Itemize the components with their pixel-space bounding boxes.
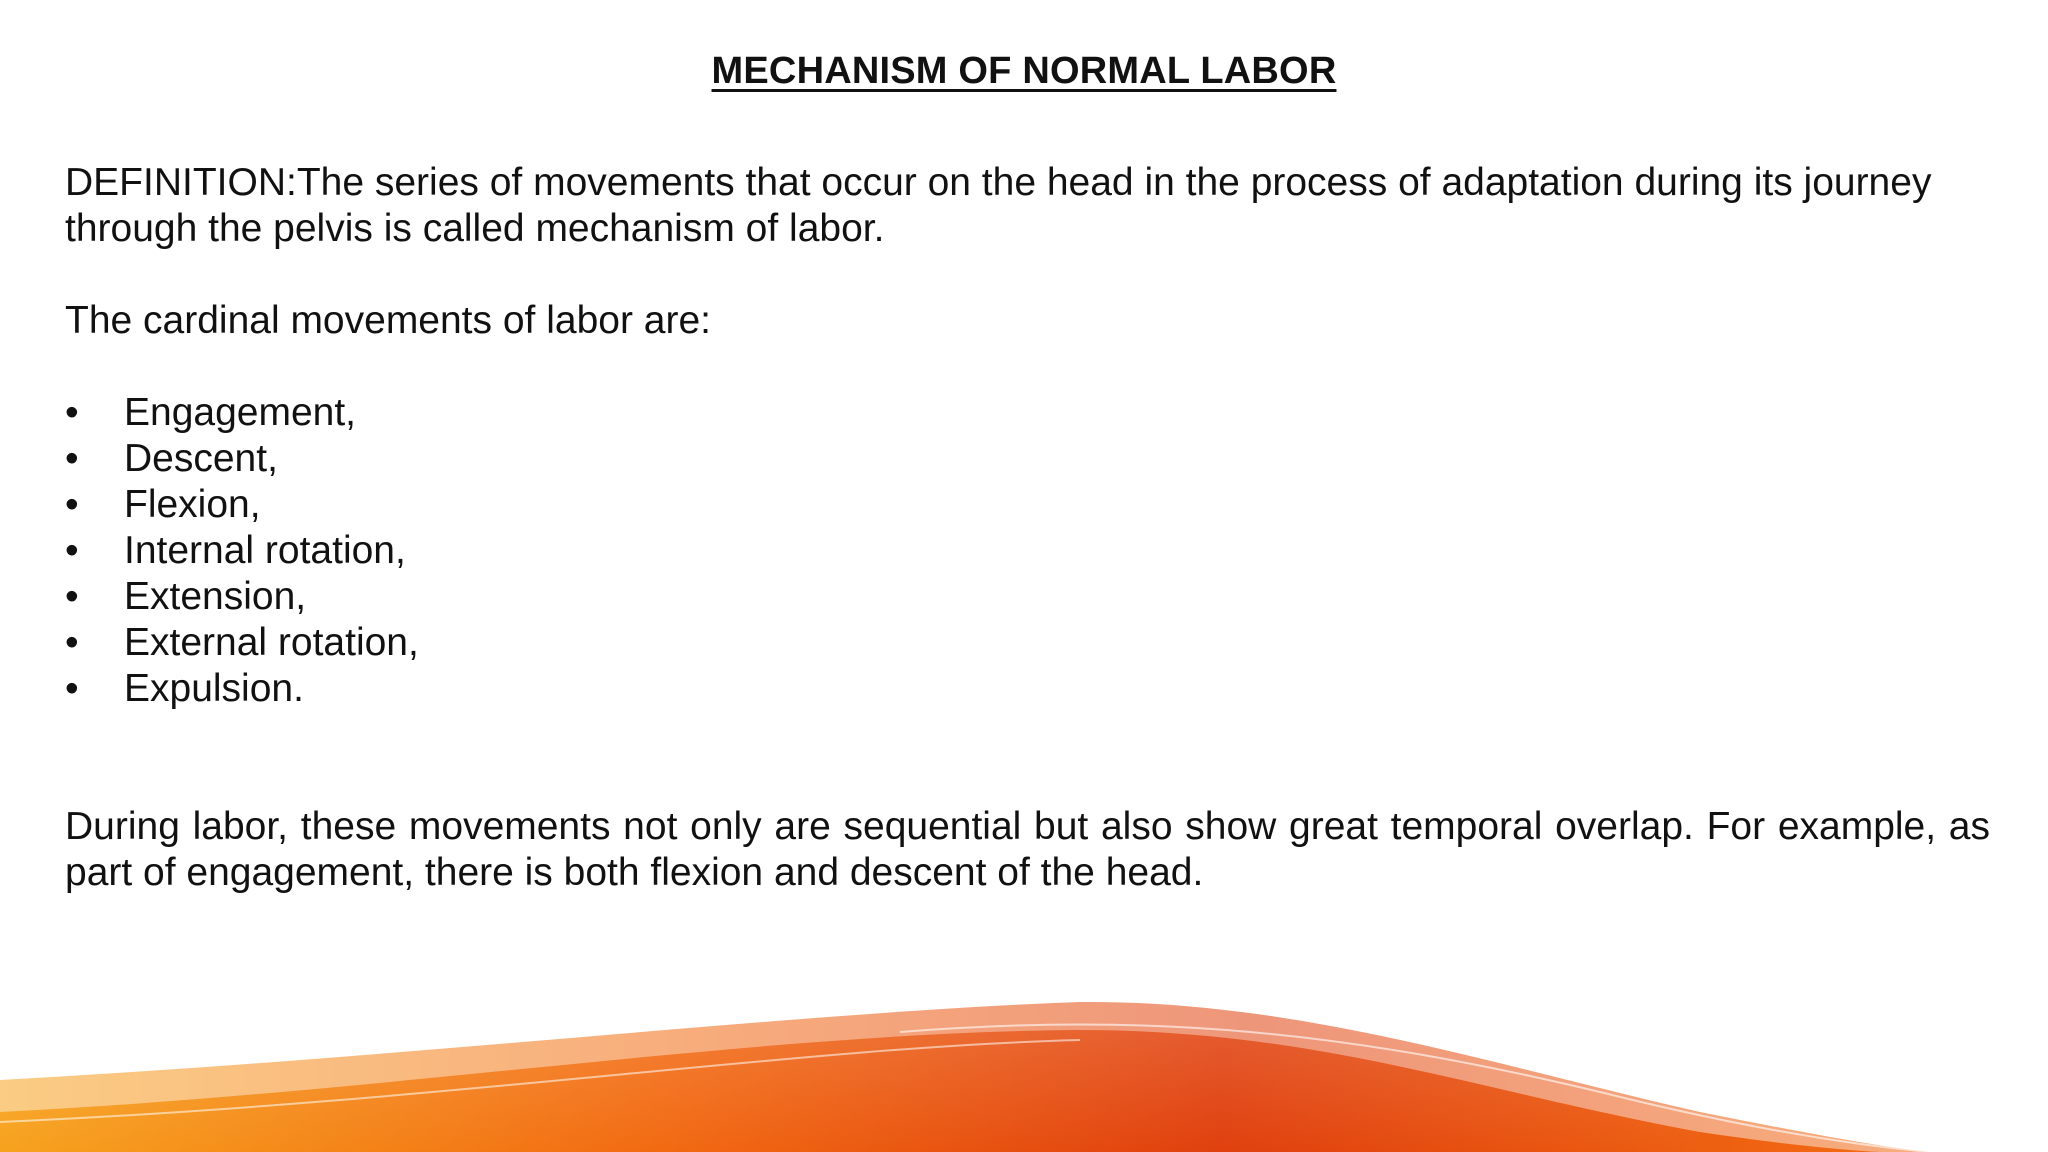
list-item-label: Extension, (124, 575, 307, 618)
list-item-label: External rotation, (124, 621, 419, 664)
definition-paragraph: DEFINITION:The series of movements that occur on the head in the process of adaptation during its journey through the pelvis is called mechanism of labor. (65, 161, 1932, 250)
list-item-label: Expulsion. (124, 667, 304, 710)
list-item-label: Engagement, (124, 391, 357, 434)
bullet-icon: • (65, 529, 79, 572)
bullet-icon: • (65, 667, 79, 710)
bullet-icon: • (65, 621, 79, 664)
list-item (65, 666, 1990, 712)
bullet-icon: • (65, 575, 79, 618)
list-item (65, 390, 1990, 436)
list-item (65, 620, 1990, 666)
bullet-icon: • (65, 391, 79, 434)
list-item (65, 482, 1990, 528)
list-item (65, 574, 1990, 620)
slide-title: MECHANISM OF NORMAL LABOR (711, 50, 1337, 92)
list-item-label: Descent, (124, 437, 278, 480)
closing-paragraph: During labor, these movements not only are sequential but also show great temporal overlap. For example, as part of engagement, there is both flexion and descent of the head. (65, 805, 1990, 894)
list-item-label: Internal rotation, (124, 529, 406, 572)
list-item (65, 528, 1990, 574)
slide-body (65, 160, 1990, 896)
list-item (65, 436, 1990, 482)
bullet-icon: • (65, 437, 79, 480)
list-item-label: Flexion, (124, 483, 261, 526)
bullet-icon: • (65, 483, 79, 526)
footer-wave-decoration (0, 972, 2048, 1152)
cardinal-movements-intro: The cardinal movements of labor are: (65, 299, 711, 342)
cardinal-movements-list (65, 390, 1990, 712)
